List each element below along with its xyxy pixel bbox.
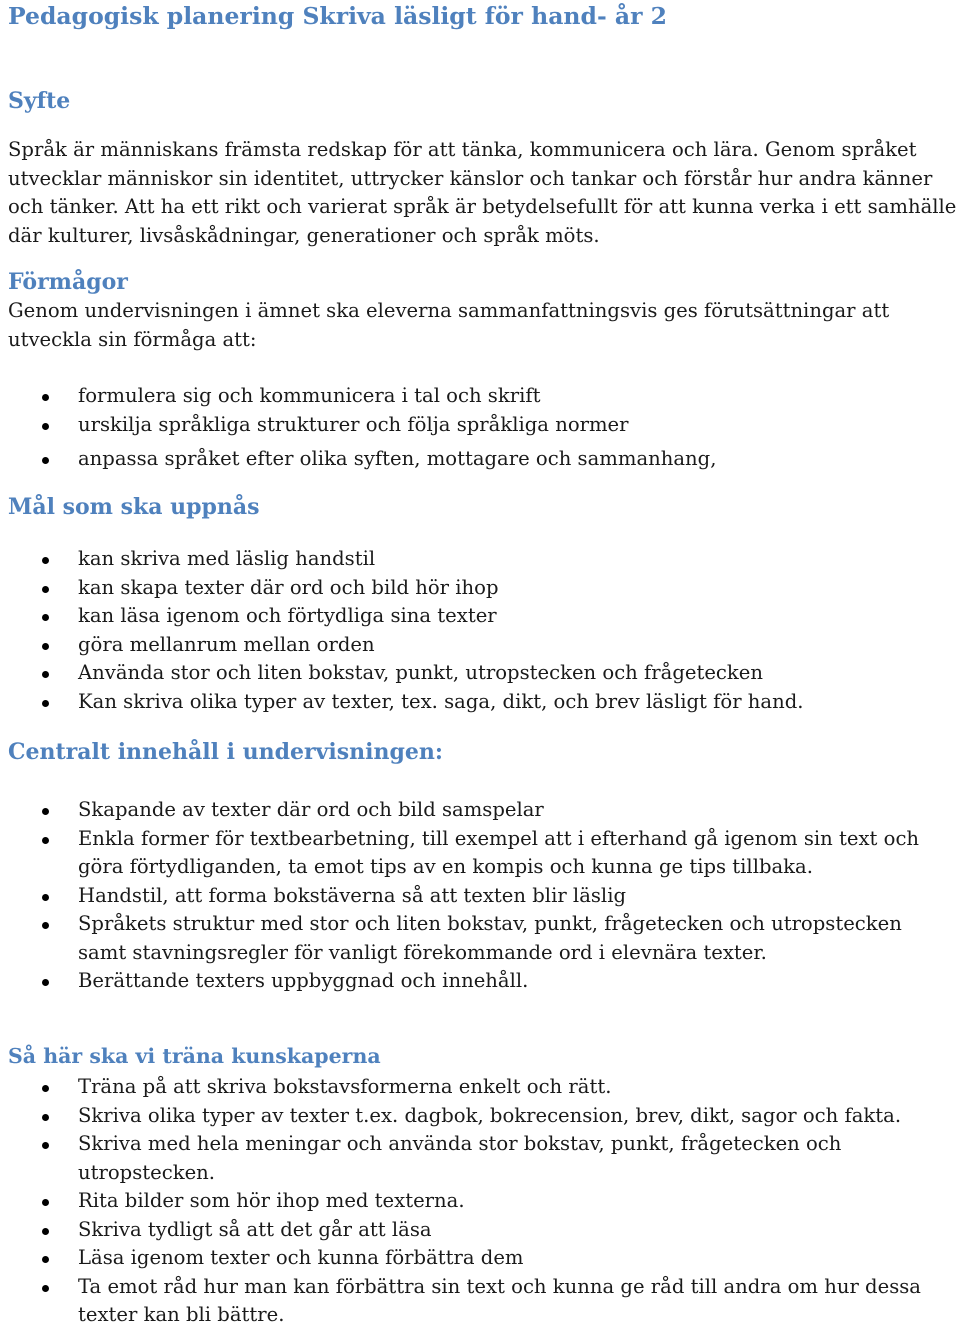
heading-mal: Mål som ska uppnås xyxy=(8,494,260,520)
bullet-icon xyxy=(42,394,49,401)
list-item: formulera sig och kommunicera i tal och skrift xyxy=(0,382,960,411)
list-item: Ta emot råd hur man kan förbättra sin text och kunna ge råd till andra om hur dessa texter kan bli bättre. xyxy=(0,1273,960,1330)
bullet-icon xyxy=(42,894,49,901)
bullet-icon xyxy=(42,643,49,650)
heading-syfte: Syfte xyxy=(8,88,71,114)
bullet-icon xyxy=(42,1114,49,1121)
list-centralt xyxy=(0,796,960,996)
list-item: Använda stor och liten bokstav, punkt, utropstecken och frågetecken xyxy=(0,659,960,688)
bullet-icon xyxy=(42,671,49,678)
bullet-icon xyxy=(42,457,49,464)
bullet-icon xyxy=(42,1142,49,1149)
bullet-icon xyxy=(42,614,49,621)
list-item: Kan skriva olika typer av texter, tex. saga, dikt, och brev läsligt för hand. xyxy=(0,688,960,717)
list-item: Skriva olika typer av texter t.ex. dagbok, bokrecension, brev, dikt, sagor och fakta. xyxy=(0,1102,960,1131)
paragraph-syfte: Språk är människans främsta redskap för att tänka, kommunicera och lära. Genom språket utvecklar människor sin identitet, uttrycker känslor och tankar och förstår hur andra känner och tänker. Att ha ett rikt och varierat språk är betydelsefullt för att kunna verka i ett samhälle där kulturer, livsåskådningar, generationer och språk möts. xyxy=(8,138,957,247)
bullet-icon xyxy=(42,808,49,815)
list-item: Språkets struktur med stor och liten bokstav, punkt, frågetecken och utropstecken samt stavningsregler för vanligt förekommande ord i elevnära texter. xyxy=(0,910,960,967)
list-trana xyxy=(0,1073,960,1330)
heading-centralt: Centralt innehåll i undervisningen: xyxy=(8,739,444,765)
list-item: kan skapa texter där ord och bild hör ihop xyxy=(0,574,960,603)
list-item: Skriva med hela meningar och använda stor bokstav, punkt, frågetecken och utropstecken. xyxy=(0,1130,960,1187)
page-title: Pedagogisk planering Skriva läsligt för hand- år 2 xyxy=(8,2,668,30)
list-mal xyxy=(0,545,960,716)
heading-trana: Så här ska vi träna kunskaperna xyxy=(8,1044,381,1068)
bullet-icon xyxy=(42,586,49,593)
list-item: Rita bilder som hör ihop med texterna. xyxy=(0,1187,960,1216)
list-item: Handstil, att forma bokstäverna så att texten blir läslig xyxy=(0,882,960,911)
bullet-icon xyxy=(42,1285,49,1292)
paragraph-formagor: Genom undervisningen i ämnet ska eleverna sammanfattningsvis ges förutsättningar att utveckla sin förmåga att: xyxy=(8,299,890,351)
list-item: Skriva tydligt så att det går att läsa xyxy=(0,1216,960,1245)
bullet-icon xyxy=(42,837,49,844)
list-item: Läsa igenom texter och kunna förbättra dem xyxy=(0,1244,960,1273)
bullet-icon xyxy=(42,1256,49,1263)
list-item: göra mellanrum mellan orden xyxy=(0,631,960,660)
list-item: Träna på att skriva bokstavsformerna enkelt och rätt. xyxy=(0,1073,960,1102)
list-item: Berättande texters uppbyggnad och innehåll. xyxy=(0,967,960,996)
bullet-icon xyxy=(42,979,49,986)
bullet-icon xyxy=(42,700,49,707)
list-item: kan skriva med läslig handstil xyxy=(0,545,960,574)
list-item: urskilja språkliga strukturer och följa språkliga normer xyxy=(0,411,960,440)
bullet-icon xyxy=(42,423,49,430)
bullet-icon xyxy=(42,922,49,929)
heading-formagor: Förmågor xyxy=(8,269,128,295)
bullet-icon xyxy=(42,557,49,564)
bullet-icon xyxy=(42,1085,49,1092)
list-item: Skapande av texter där ord och bild samspelar xyxy=(0,796,960,825)
list-item: Enkla former för textbearbetning, till exempel att i efterhand gå igenom sin text och göra förtydliganden, ta emot tips av en kompis och kunna ge tips tillbaka. xyxy=(0,825,960,882)
list-item: kan läsa igenom och förtydliga sina texter xyxy=(0,602,960,631)
list-formagor xyxy=(0,382,960,474)
bullet-icon xyxy=(42,1228,49,1235)
bullet-icon xyxy=(42,1199,49,1206)
list-item: anpassa språket efter olika syften, mottagare och sammanhang, xyxy=(0,445,960,474)
